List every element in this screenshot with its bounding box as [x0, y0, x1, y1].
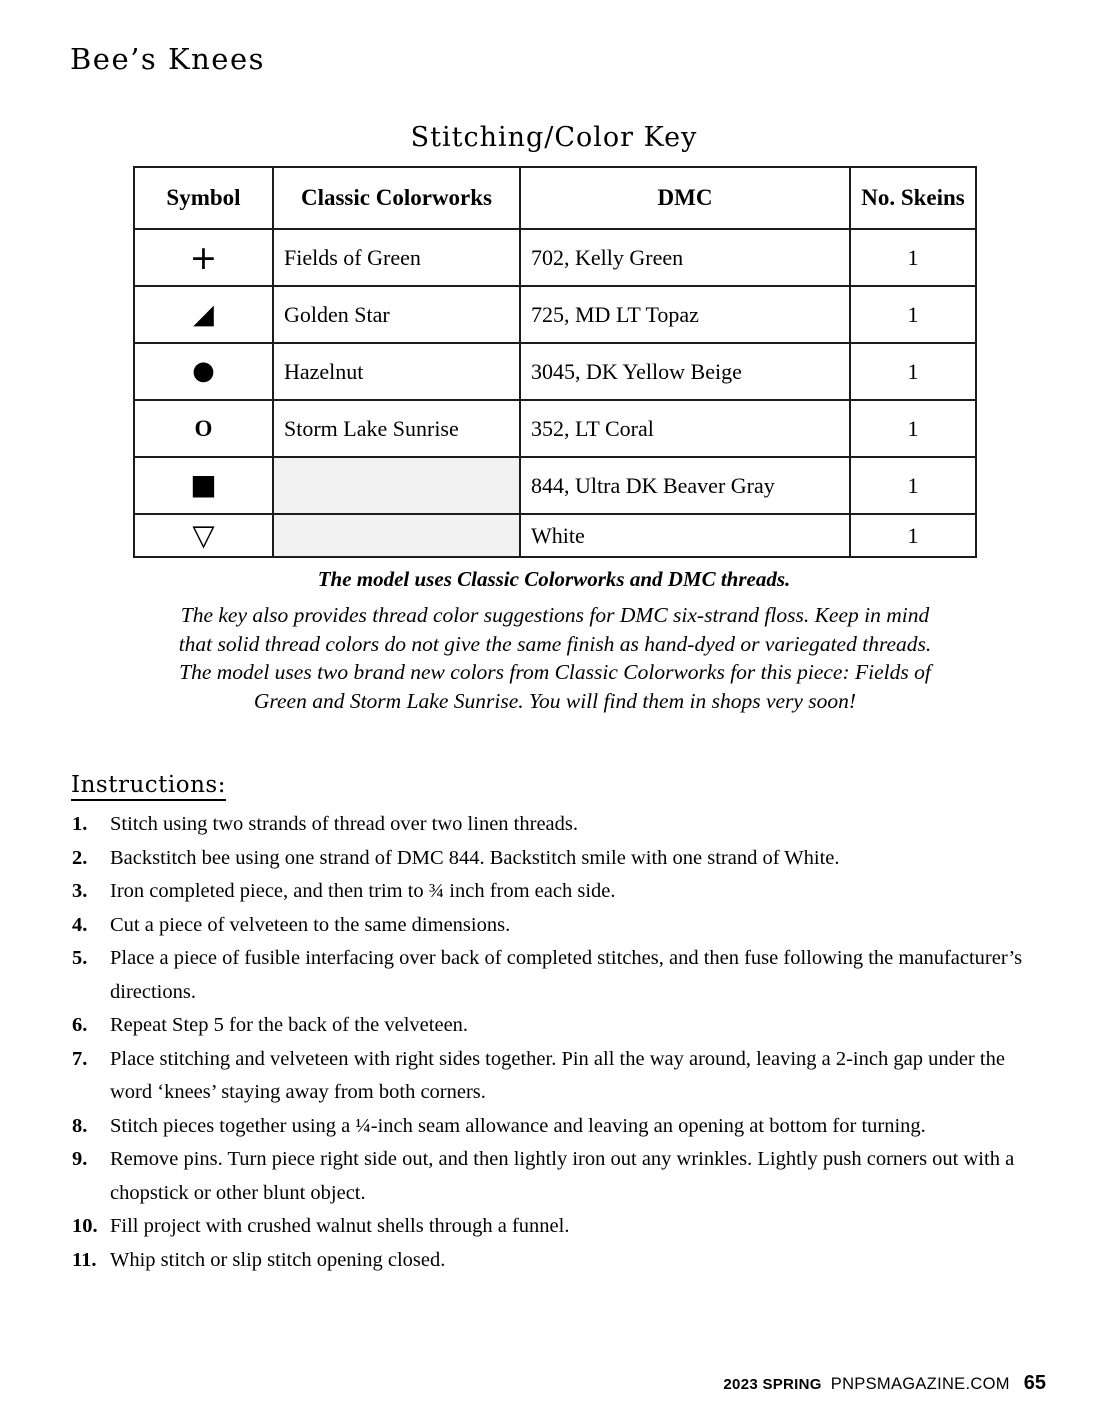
footer-page-number: 65: [1023, 1372, 1046, 1394]
skeins-cell: 1: [850, 286, 976, 343]
open-circle-symbol-icon: O: [194, 415, 213, 441]
classic-colorworks-cell: Golden Star: [273, 286, 520, 343]
footer-season: 2023 SPRING: [723, 1376, 822, 1393]
instruction-number: 6.: [72, 1014, 88, 1036]
plus-symbol-icon: +: [189, 237, 218, 277]
instruction-item: [72, 942, 1047, 1009]
paragraph-line: The key also provides thread color suggestions for DMC six-strand floss. Keep in mind: [180, 603, 930, 627]
instruction-number: 1.: [72, 813, 88, 835]
instruction-text: Fill project with crushed walnut shells through a funnel.: [110, 1215, 570, 1237]
instructions-list: [72, 808, 1047, 1277]
instruction-item: [72, 808, 1047, 842]
dmc-cell: 702, Kelly Green: [520, 229, 850, 286]
column-header-dmc: DMC: [520, 167, 850, 229]
instruction-number: 3.: [72, 880, 88, 902]
classic-colorworks-cell: Hazelnut: [273, 343, 520, 400]
classic-colorworks-cell-empty: [273, 514, 520, 557]
table-row: [134, 457, 976, 514]
instruction-number: 4.: [72, 913, 88, 936]
classic-colorworks-cell-empty: [273, 457, 520, 514]
instruction-number: 2.: [72, 846, 88, 869]
filled-circle-symbol-icon: ●: [192, 356, 215, 386]
project-title: Bee’s Knees: [70, 42, 266, 76]
table-row: [134, 343, 976, 400]
paragraph-line: Green and Storm Lake Sunrise. You will find them in shops very soon!: [253, 688, 857, 713]
instruction-text: Place stitching and velveteen with right sides together. Pin all the way around, leaving a 2-inch gap under the word ‘knees’ staying away from both corners.: [110, 1047, 1005, 1103]
skeins-cell: 1: [850, 514, 976, 557]
instruction-number: 9.: [72, 1148, 88, 1170]
instruction-item: [72, 1110, 1047, 1144]
instruction-item: [72, 1210, 1047, 1244]
footer-website: PNPSMAGAZINE.COM: [830, 1375, 1010, 1393]
dmc-cell: 3045, DK Yellow Beige: [520, 343, 850, 400]
page-footer: [723, 1372, 1046, 1395]
dmc-cell: 725, MD LT Topaz: [520, 286, 850, 343]
instruction-number: 10.: [72, 1215, 98, 1237]
instruction-item: [72, 1043, 1047, 1110]
stitching-color-key-table: [133, 166, 977, 558]
paragraph-line: that solid thread colors do not give the same finish as hand-dyed or variegated threads.: [178, 631, 932, 656]
open-down-triangle-symbol-icon: ▽: [192, 517, 215, 552]
skeins-cell: 1: [850, 400, 976, 457]
filled-triangle-symbol-icon: ◢: [193, 298, 214, 330]
instruction-text: Repeat Step 5 for the back of the velveteen.: [110, 1014, 469, 1036]
instruction-number: 7.: [72, 1047, 88, 1070]
instruction-text: Iron completed piece, and then trim to ¾ inch from each side.: [110, 880, 616, 902]
skeins-cell: 1: [850, 457, 976, 514]
dmc-cell: White: [520, 514, 850, 557]
classic-colorworks-cell: Fields of Green: [273, 229, 520, 286]
thread-suggestion-paragraph: [88, 601, 1022, 715]
table-header-row: [134, 167, 976, 229]
instruction-text: Stitch pieces together using a ¼-inch seam allowance and leaving an opening at bottom for turning.: [110, 1114, 926, 1137]
column-header-classic-colorworks: Classic Colorworks: [273, 167, 520, 229]
column-header-no-skeins: No. Skeins: [850, 167, 976, 229]
classic-colorworks-cell: Storm Lake Sunrise: [273, 400, 520, 457]
table-row: [134, 286, 976, 343]
instructions-heading: Instructions:: [71, 772, 226, 801]
model-threads-note: The model uses Classic Colorworks and DMC threads.: [317, 567, 791, 591]
dmc-cell: 844, Ultra DK Beaver Gray: [520, 457, 850, 514]
instruction-item: [72, 1244, 1047, 1278]
instruction-item: [72, 842, 1047, 876]
column-header-symbol: Symbol: [134, 167, 273, 229]
dmc-cell: 352, LT Coral: [520, 400, 850, 457]
instruction-number: 11.: [72, 1248, 97, 1271]
instruction-text: Stitch using two strands of thread over two linen threads.: [110, 813, 578, 835]
instruction-text: Place a piece of fusible interfacing over back of completed stitches, and then fuse following the manufacturer’s directions.: [110, 947, 1023, 1003]
table-row: [134, 400, 976, 457]
instruction-item: [72, 1009, 1047, 1043]
paragraph-line: The model uses two brand new colors from Classic Colorworks for this piece: Fields of: [179, 660, 931, 684]
table-row: [134, 229, 976, 286]
table-row: [134, 514, 976, 557]
instruction-text: Backstitch bee using one strand of DMC 844. Backstitch smile with one strand of White.: [110, 846, 840, 869]
instruction-text: Cut a piece of velveteen to the same dimensions.: [110, 913, 511, 936]
instruction-text: Whip stitch or slip stitch opening closed.: [110, 1248, 446, 1271]
instruction-item: [72, 1143, 1047, 1210]
instruction-text: Remove pins. Turn piece right side out, and then lightly iron out any wrinkles. Lightly push corners out with a chopstick or other blunt object.: [110, 1148, 1015, 1204]
skeins-cell: 1: [850, 343, 976, 400]
instruction-number: 5.: [72, 947, 88, 969]
key-table-title: Stitching/Color Key: [410, 122, 698, 153]
instruction-number: 8.: [72, 1114, 88, 1137]
instruction-item: [72, 909, 1047, 943]
instruction-item: [72, 875, 1047, 909]
skeins-cell: 1: [850, 229, 976, 286]
filled-square-symbol-icon: ■: [190, 468, 217, 501]
